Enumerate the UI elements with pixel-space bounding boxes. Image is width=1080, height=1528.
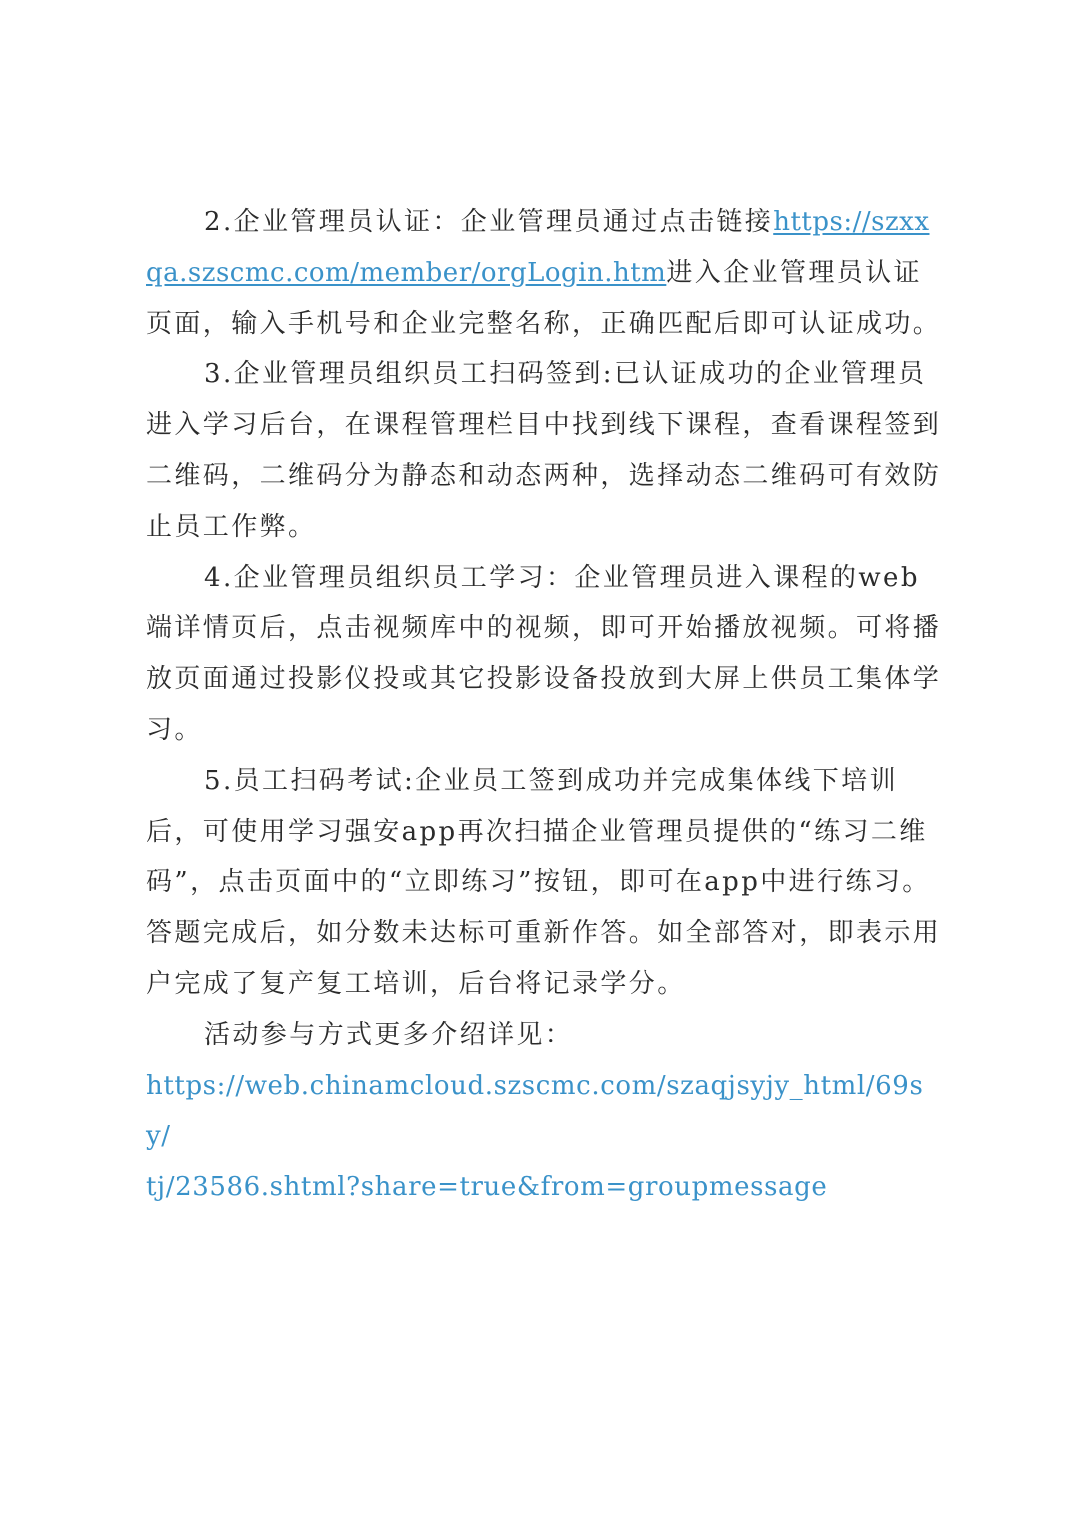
more-info-link-line2[interactable]: tj/23586.shtml?share=true&from=groupmessage [146,1172,828,1203]
more-info-label: 活动参与方式更多介绍详见： [204,1019,574,1050]
more-info-link-line1[interactable]: https://web.chinamcloud.szscmc.com/szaqjsyjy_html/69sy/ [146,1070,924,1152]
paragraph-admin-certification-rest: 进入企业管理员认证页面，输入手机号和企业完整名称，正确匹配后即可认证成功。 [146,257,942,339]
document-body [146,197,946,1213]
org-login-link[interactable]: https://szxxqa.szscmc.com/member/orgLogin.htm [146,207,930,288]
paragraph-scan-exam: 5.员工扫码考试:企业员工签到成功并完成集体线下培训后，可使用学习强安app再次扫描企业管理员提供的“练习二维码”，点击页面中的“立即练习”按钮，即可在app中进行练习。答题完成后，如分数未达标可重新作答。如全部答对，即表示用户完成了复产复工培训，后台将记录学分。 [146,765,942,999]
paragraph-sign-in: 3.企业管理员组织员工扫码签到:已认证成功的企业管理员进入学习后台，在课程管理栏目中找到线下课程，查看课程签到二维码，二维码分为静态和动态两种，选择动态二维码可有效防止员工作弊。 [146,359,942,542]
paragraph-admin-certification-intro: 2.企业管理员认证：企业管理员通过点击链接 [204,207,774,237]
paragraph-admin-certification [146,197,946,349]
more-info-link[interactable] [146,1061,946,1213]
paragraph-group-study: 4.企业管理员组织员工学习：企业管理员进入课程的web端详情页后，点击视频库中的视频，即可开始播放视频。可将播放页面通过投影仪投或其它投影设备投放到大屏上供员工集体学习。 [146,562,942,745]
